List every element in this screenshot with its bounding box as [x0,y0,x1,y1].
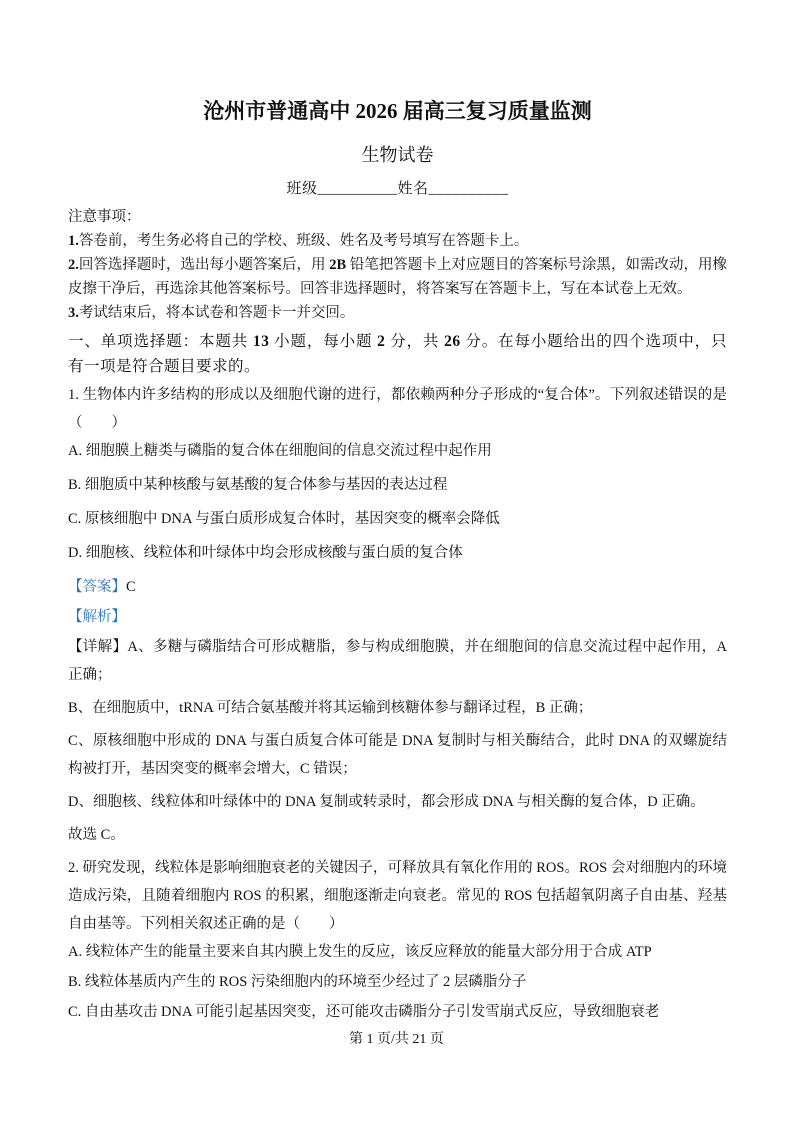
question-2-option-a: A. 线粒体产生的能量主要来自其内膜上发生的反应，该反应释放的能量大部分用于合成 ATP [68,944,652,960]
analysis-line [68,603,727,631]
page-number-footer: 第 1 页/共 21 页 [349,1032,444,1047]
question-2-option-b: B. 线粒体基质内产生的 ROS 污染细胞内的环境至少经过了 2 层磷脂分子 [68,974,527,990]
detail-conclusion: 故选 C。 [68,827,125,843]
class-name-fill-line: 班级__________姓名__________ [286,181,509,197]
question-2-option-c: C. 自由基攻击 DNA 可能引起基因突变，还可能攻击磷脂分子引发雪崩式反应，导致细胞衰老 [68,1004,660,1020]
notice-item-2: 2.回答选择题时，选出每小题答案后，用 2B 铅笔把答题卡上对应题目的答案标号涂黑，如需改动，用橡皮擦干净后，再选涂其他答案标号。回答非选择题时，将答案写在答题卡上，写在本试卷上无效。 [68,257,728,297]
detail-paragraph-a: 【详解】A、多糖与磷脂结合可形成糖脂，参与构成细胞膜，并在细胞间的信息交流过程中起作用，A 正确； [68,639,727,683]
question-1 [68,381,727,849]
page-title: 沧州市普通高中 2026 届高三复习质量监测 [203,99,592,123]
notice-section [68,205,727,325]
section-heading: 一、单项选择题：本题共 13 小题，每小题 2 分，共 26 分。在每小题给出的四个选项中，只有一项是符合题目要求的。 [68,333,727,375]
notice-heading: 注意事项： [68,209,141,225]
notice-item-1: 1.答卷前，考生务必将自己的学校、班级、姓名及考号填写在答题卡上。 [68,233,529,249]
detail-paragraph-c: C、原核细胞中形成的 DNA 与蛋白质复合体可能是 DNA 复制时与相关酶结合，此时 DNA 的双螺旋结构被打开，基因突变的概率会增大，C 错误； [68,733,727,777]
page-content [68,0,727,1028]
notice-item-3: 3.考试结束后，将本试卷和答题卡一并交回。 [68,305,355,321]
question-1-option-d: D. 细胞核、线粒体和叶绿体中均会形成核酸与蛋白质的复合体 [68,545,463,561]
question-2 [68,854,727,1026]
answer-line [68,573,727,601]
answer-label: 【答案】 [68,579,126,595]
exam-subtitle: 生物试卷 [361,145,434,165]
question-1-stem: 1. 生物体内许多结构的形成以及细胞代谢的进行，都依赖两种分子形成的“复合体”。下列叙述错误的是（ ） [68,387,727,431]
question-2-stem: 2. 研究发现，线粒体是影响细胞衰老的关键因子，可释放具有氧化作用的 ROS。ROS 会对细胞内的环境造成污染，且随着细胞内 ROS 的积累，细胞逐渐走向衰老。常见的 ROS 包括超氧阴离子自由基、羟基自由基等。下列相关叙述正确的是（ ） [68,860,727,932]
detail-paragraph-d: D、细胞核、线粒体和叶绿体中的 DNA 复制或转录时，都会形成 DNA 与相关酶的复合体，D 正确。 [68,794,705,810]
detail-paragraph-b: B、在细胞质中，tRNA 可结合氨基酸并将其运输到核糖体参与翻译过程，B 正确； [68,700,593,716]
question-1-option-c: C. 原核细胞中 DNA 与蛋白质形成复合体时，基因突变的概率会降低 [68,511,500,527]
question-1-option-b: B. 细胞质中某种核酸与氨基酸的复合体参与基因的表达过程 [68,477,448,493]
question-1-option-a: A. 细胞膜上糖类与磷脂的复合体在细胞间的信息交流过程中起作用 [68,443,492,459]
answer-value: C [126,579,136,595]
analysis-label: 【解析】 [68,609,126,625]
